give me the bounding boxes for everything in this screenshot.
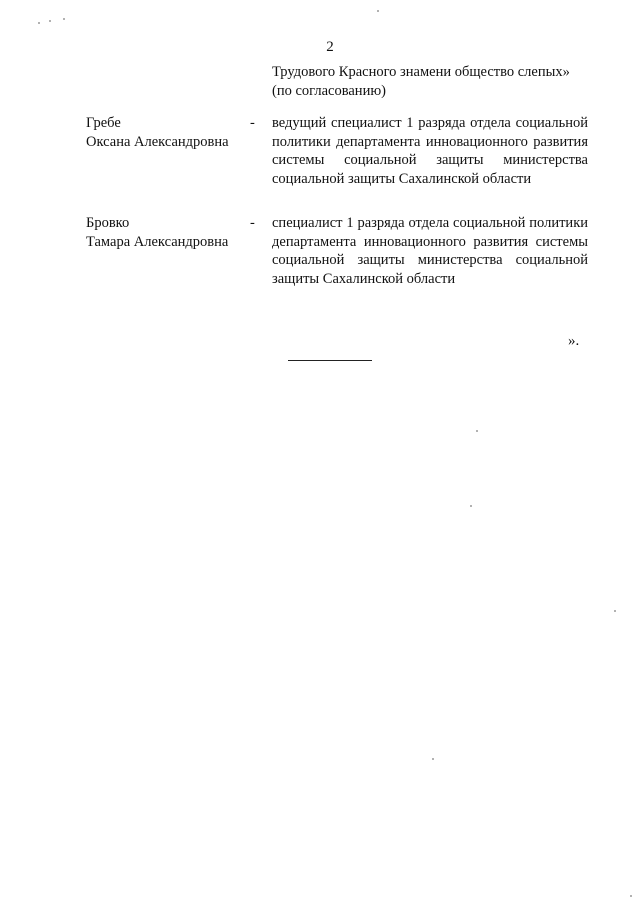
scan-speck	[614, 610, 616, 612]
member-given-names: Тамара Александровна	[86, 233, 229, 250]
scan-speck	[630, 895, 632, 897]
member-dash: -	[250, 215, 255, 231]
member-name	[86, 214, 256, 251]
member-name	[86, 114, 256, 151]
continuation-text	[272, 63, 592, 100]
member-role: ведущий специалист 1 разряда отдела социальной политики департамента инновационного развития системы социальной защиты министерства социальной защиты Сахалинской области	[272, 115, 588, 187]
continuation-line: (по согласованию)	[272, 82, 386, 99]
scan-speck	[432, 758, 434, 760]
page-number: 2	[326, 39, 334, 55]
scan-speck	[63, 18, 65, 20]
scan-speck	[470, 505, 472, 507]
member-given-names: Оксана Александровна	[86, 133, 229, 150]
member-surname: Гребе	[86, 115, 121, 131]
member-dash: -	[250, 115, 255, 131]
scan-speck	[476, 430, 478, 432]
member-surname: Бровко	[86, 215, 130, 231]
end-rule	[288, 360, 372, 361]
closing-quote: ».	[568, 333, 580, 349]
continuation-line: Трудового Красного знамени общество слепых»	[272, 64, 570, 80]
member-role: специалист 1 разряда отдела социальной политики департамента инновационного развития системы социальной защиты министерства социальной защиты Сахалинской области	[272, 215, 588, 287]
scan-speck	[38, 22, 40, 24]
scan-speck	[377, 10, 379, 12]
scan-speck	[49, 20, 51, 22]
